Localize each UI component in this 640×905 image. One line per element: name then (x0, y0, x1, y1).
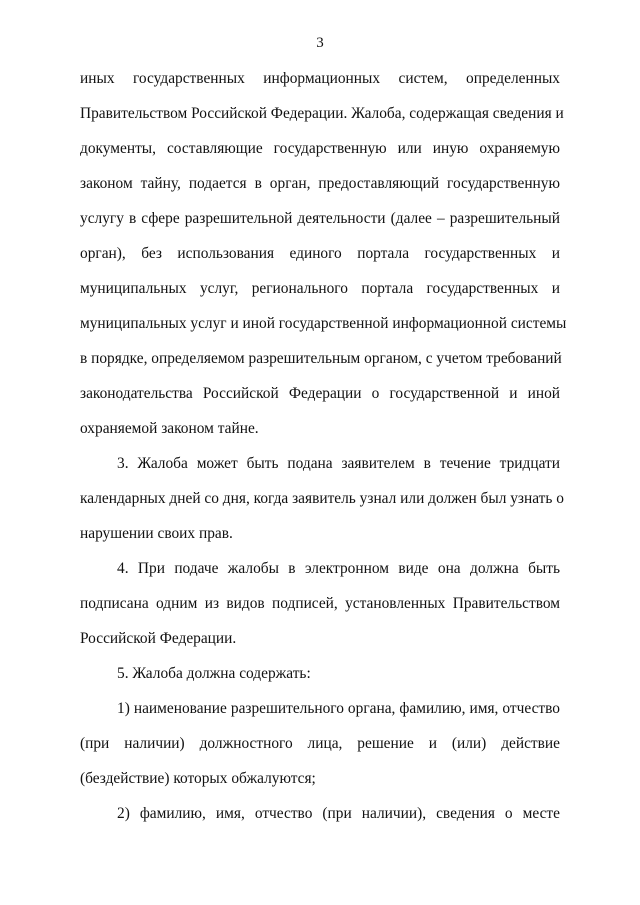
page-number: 3 (316, 35, 324, 51)
text-line: в порядке, определяемом разрешительным органом, с учетом требований (80, 350, 562, 367)
text-line: 5. Жалоба должна содержать: (117, 665, 311, 682)
text-line: охраняемой законом тайне. (80, 420, 259, 437)
text-line: Российской Федерации. (80, 630, 237, 647)
text-line: 3. Жалоба может быть подана заявителем в течение тридцати (117, 455, 560, 472)
text-line: (бездействие) которых обжалуются; (80, 770, 316, 787)
text-line: подписана одним из видов подписей, установленных Правительством (80, 595, 560, 612)
text-line: законом тайну, подается в орган, предоставляющий государственную (80, 175, 560, 192)
text-line: нарушении своих прав. (80, 525, 233, 542)
text-line: 1) наименование разрешительного органа, фамилию, имя, отчество (117, 700, 560, 717)
text-line: услугу в сфере разрешительной деятельности (далее – разрешительный (80, 210, 560, 227)
text-line: Правительством Российской Федерации. Жалоба, содержащая сведения и (80, 105, 564, 122)
text-line: (при наличии) должностного лица, решение и (или) действие (80, 735, 560, 752)
text-line: 2) фамилию, имя, отчество (при наличии), сведения о месте (117, 805, 560, 822)
text-line: орган), без использования единого портала государственных и (80, 245, 560, 262)
text-line: муниципальных услуг, регионального портала государственных и (80, 280, 560, 297)
text-line: иных государственных информационных систем, определенных (80, 70, 560, 87)
text-line: законодательства Российской Федерации о государственной и иной (80, 385, 560, 402)
text-line: календарных дней со дня, когда заявитель узнал или должен был узнать о (80, 490, 564, 507)
text-line: муниципальных услуг и иной государственной информационной системы (80, 315, 567, 332)
text-line: документы, составляющие государственную или иную охраняемую (80, 140, 560, 157)
text-line: 4. При подаче жалобы в электронном виде она должна быть (117, 560, 560, 577)
